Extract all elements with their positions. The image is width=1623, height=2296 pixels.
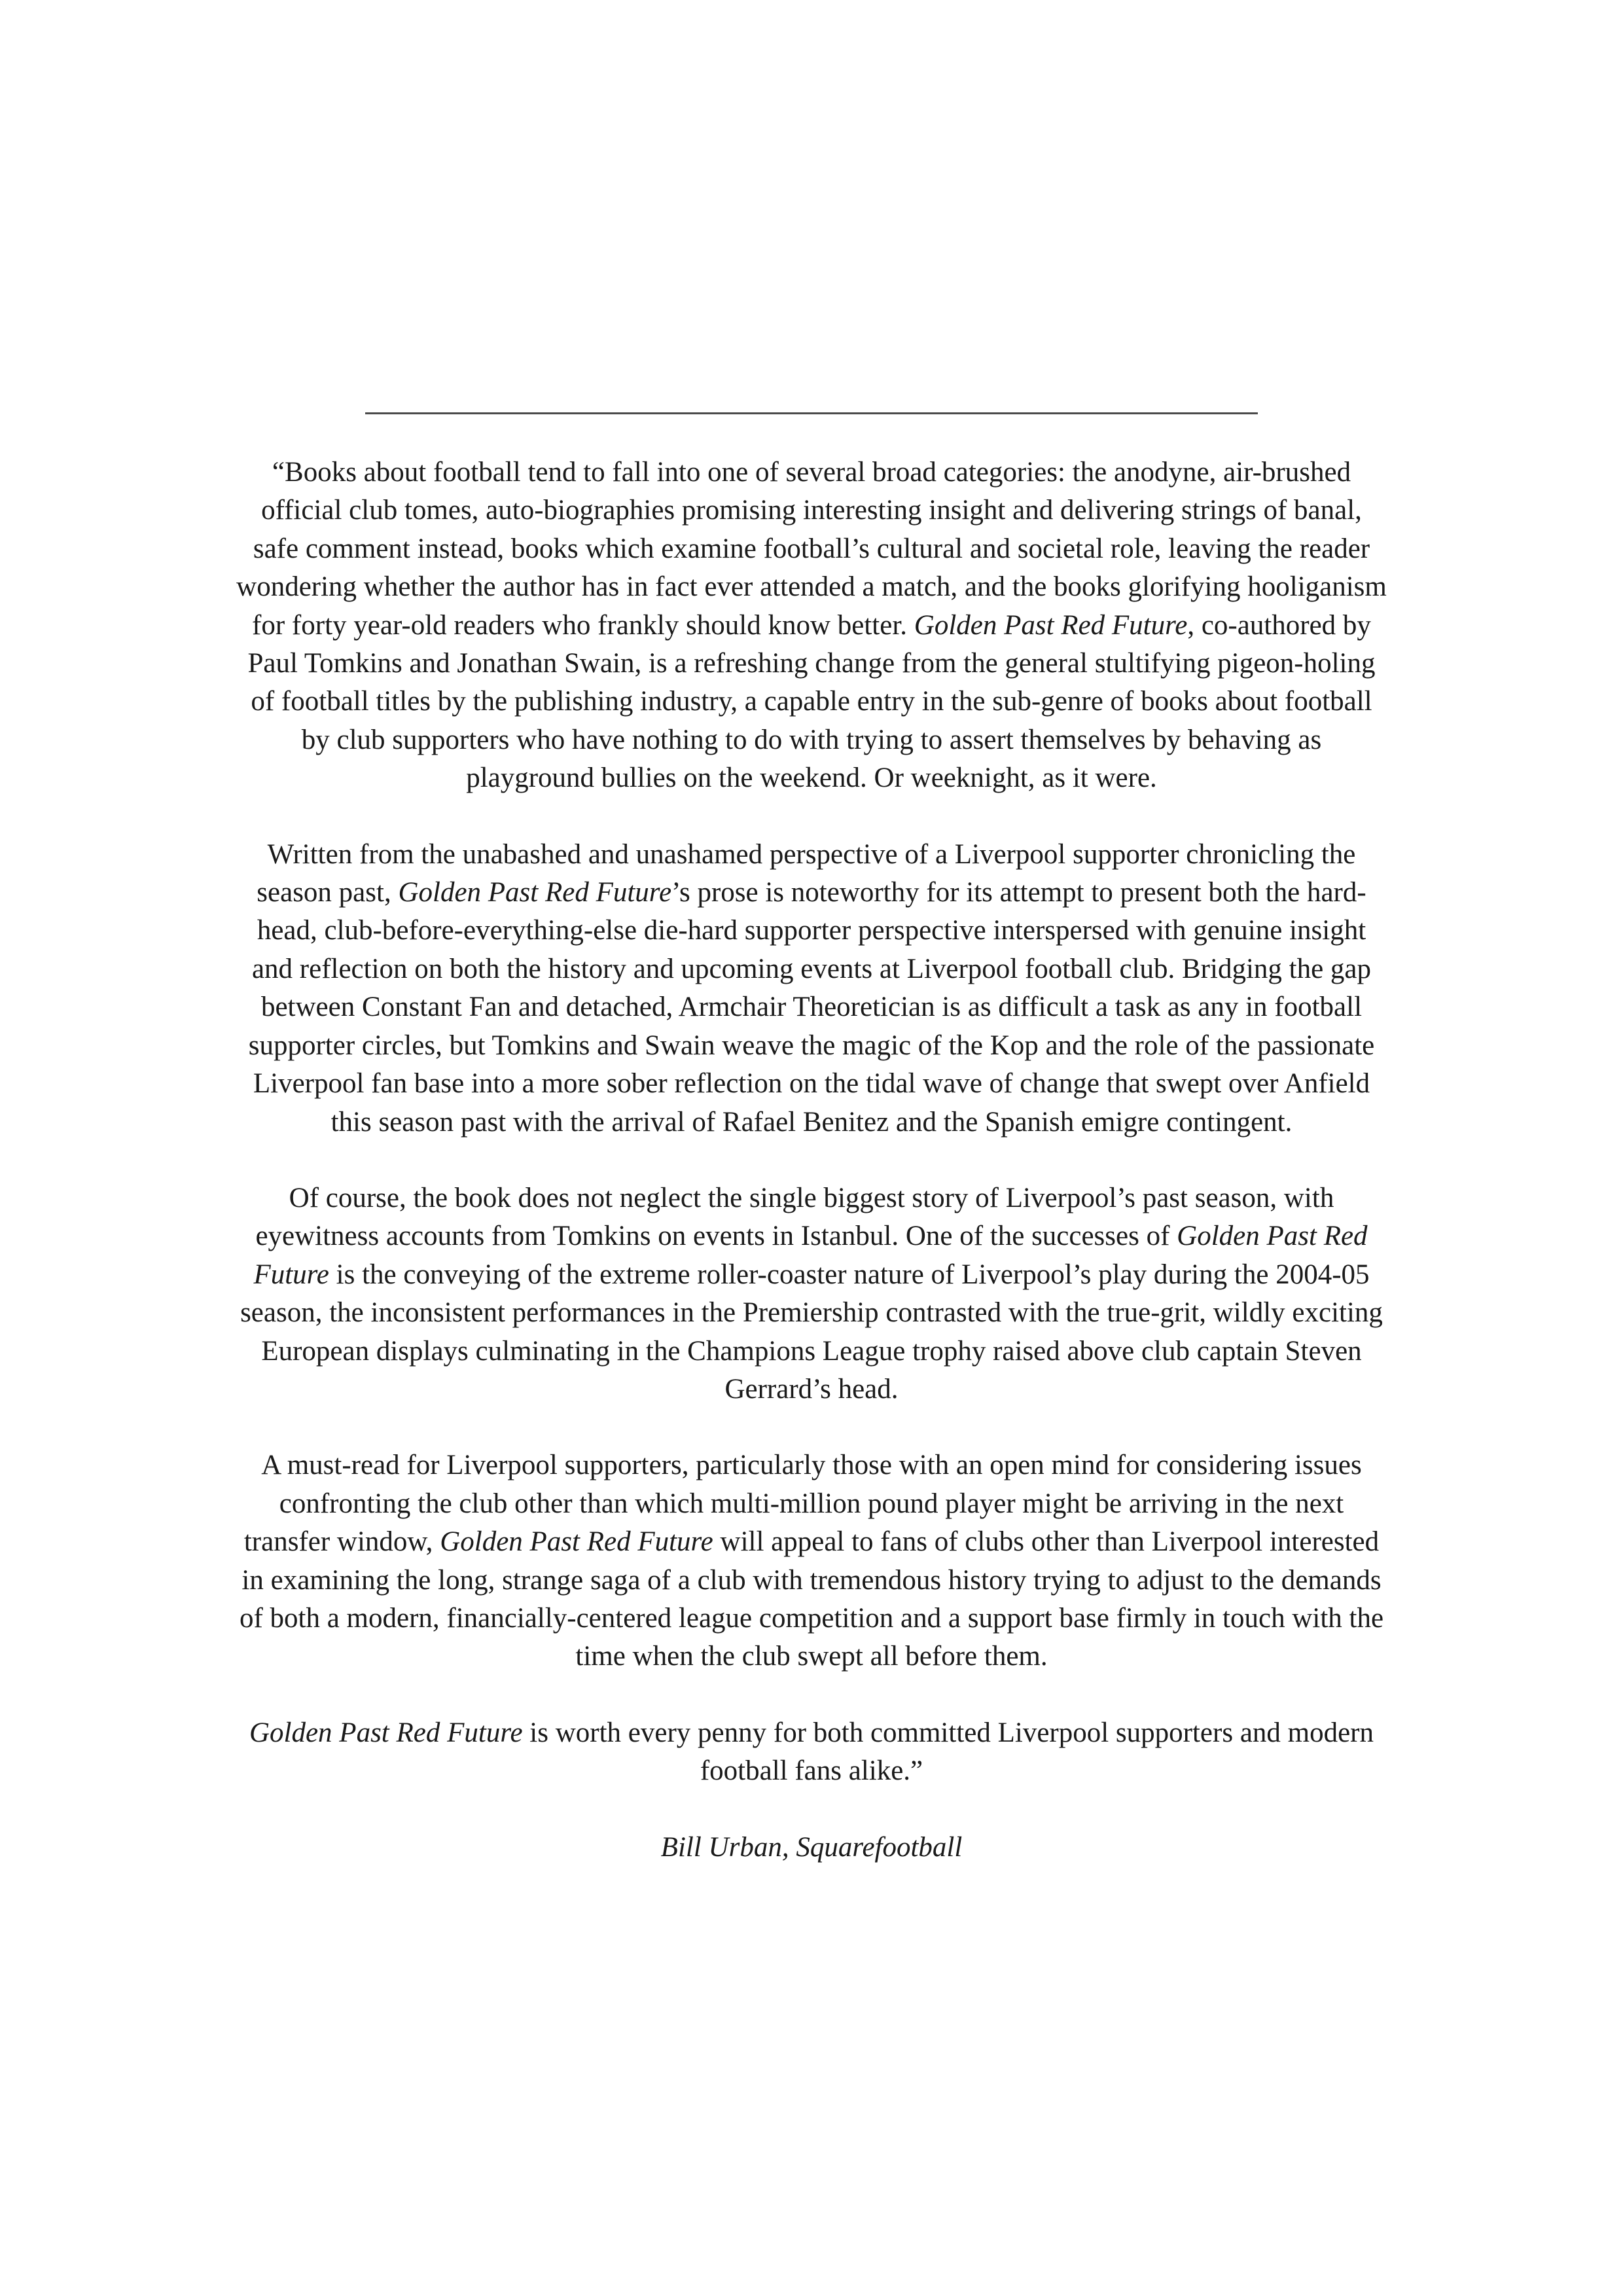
review-attribution: Bill Urban, Squarefootball — [660, 1831, 963, 1863]
review-quote — [236, 454, 1387, 1905]
paragraph-4-text-a: A must-read for Liverpool supporters, particularly those with an open mind for considering issues confronting the club other than which multi-million pound player might be arriving in the next transfer window, — [243, 1450, 1362, 1558]
paragraph-1-text-a: “Books about football tend to fall into one of several broad categories: the anodyne, air-brushed official club tomes, auto-biographies promising interesting insight and delivering strings of banal, safe comment instead, books which examine football’s cultural and societal role, leaving the reader wondering whether the author has in fact ever attended a match, and the books glorifying hooliganism for forty year-old readers who frankly should know better. — [236, 457, 1387, 641]
book-title-italic: Golden Past Red Future — [398, 877, 672, 908]
book-title-italic: Golden Past Red Future — [253, 1221, 1368, 1290]
review-paragraph-4 — [236, 1446, 1387, 1676]
book-title-italic: Golden Past Red Future — [914, 609, 1188, 641]
review-paragraph-1 — [236, 454, 1387, 798]
paragraph-4-text-b: will appeal to fans of clubs other than Liverpool interested in examining the long, strange saga of a club with tremendous history trying to adjust to the demands of both a modern, financially-centered league competition and a support base firmly in touch with the time when the club swept all before them. — [239, 1526, 1384, 1672]
book-title-italic: Golden Past Red Future — [249, 1717, 523, 1748]
paragraph-3-text-b: is the conveying of the extreme roller-coaster nature of Liverpool’s play during the 2004-05 season, the inconsistent performances in the Premiership contrasted with the true-grit, wildly exciting European displays culminating in the Champions League trophy raised above club captain Steven Gerrard’s head. — [240, 1259, 1383, 1405]
review-paragraph-2 — [236, 836, 1387, 1141]
book-title-italic: Golden Past Red Future — [440, 1526, 713, 1558]
header-rule — [365, 412, 1258, 414]
paragraph-2-text-a: Written from the unabashed and unashamed perspective of a Liverpool supporter chronicling the season past, — [257, 838, 1356, 908]
review-paragraph-3 — [236, 1179, 1387, 1408]
paragraph-3-text-a: Of course, the book does not neglect the single biggest story of Liverpool’s past season, with eyewitness accounts from Tomkins on events in Istanbul. One of the successes of — [255, 1182, 1334, 1252]
paragraph-1-text-b: , co-authored by Paul Tomkins and Jonathan Swain, is a refreshing change from the general stultifying pigeon-holing of football titles by the publishing industry, a capable entry in the sub-genre of books about football by club supporters who have nothing to do with trying to assert themselves by behaving as playground bullies on the weekend. Or weeknight, as it were. — [247, 609, 1376, 794]
review-paragraph-5 — [236, 1714, 1387, 1791]
paragraph-5-text: is worth every penny for both committed Liverpool supporters and modern football fans alike.” — [522, 1717, 1374, 1787]
paragraph-2-text-b: ’s prose is noteworthy for its attempt to present both the hard-head, club-before-everything-else die-hard supporter perspective interspersed with genuine insight and reflection on both the history and upcoming events at Liverpool football club. Bridging the gap between Constant Fan and detached, Armchair Theoretician is as difficult a task as any in football supporter circles, but Tomkins and Swain weave the magic of the Kop and the role of the passionate Liverpool fan base into a more sober reflection on the tidal wave of change that swept over Anfield this season past with the arrival of Rafael Benitez and the Spanish emigre contingent. — [248, 877, 1375, 1138]
